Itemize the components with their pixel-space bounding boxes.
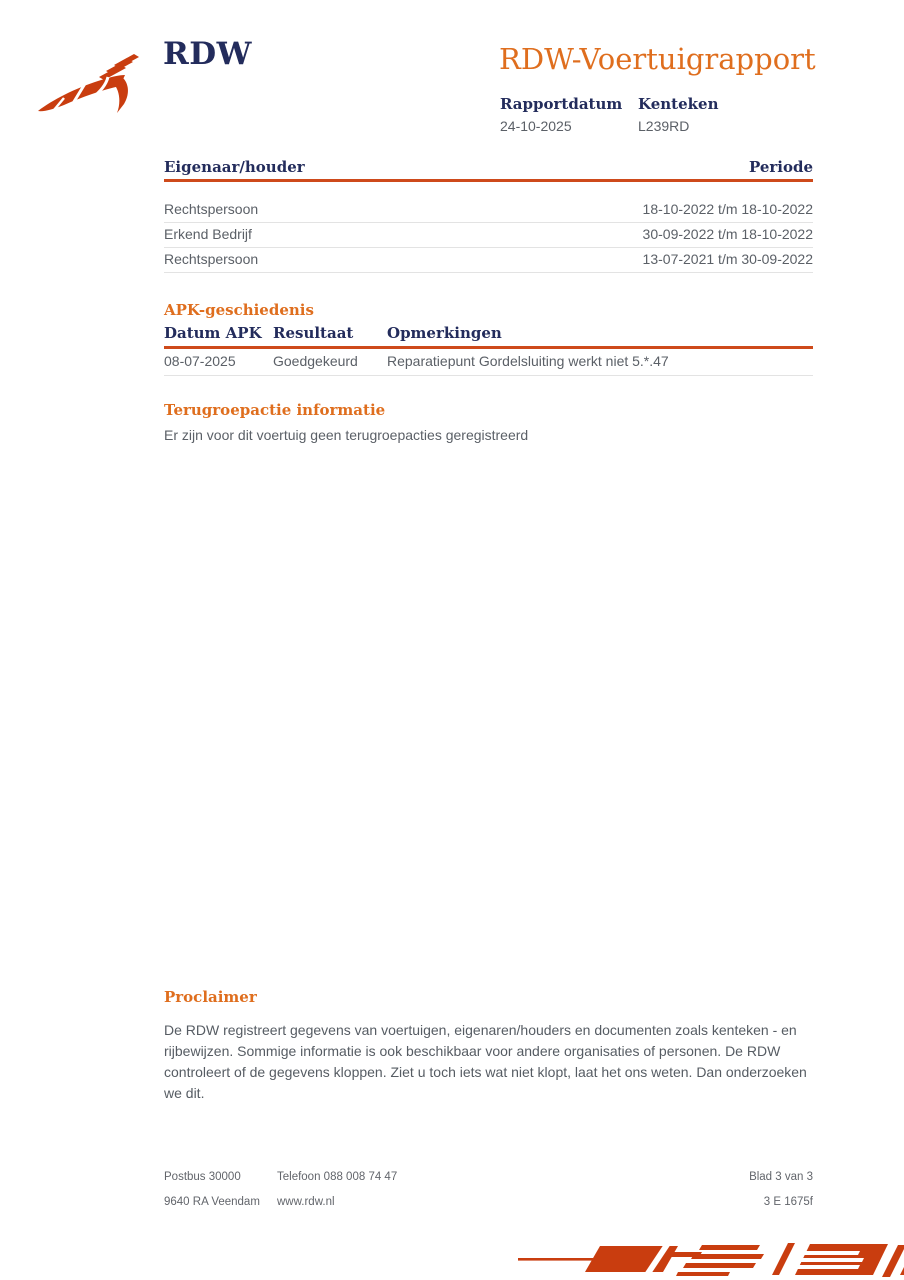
report-date (500, 96, 638, 134)
apk-remarks-column-heading: Opmerkingen (387, 324, 502, 342)
proclaimer-text: De RDW registreert gegevens van voertuigen, eigenaren/houders en documenten zoals kenteken - en rijbewijzen. Sommige informatie is ook beschikbaar voor andere organisaties of personen. De RDW controleert of de gegevens kloppen. Ziet u toch iets wat niet klopt, laat het ons weten. Dan onderzoeken we dit. (164, 1022, 807, 1101)
owner-holder-header (164, 159, 813, 182)
report-date-value: 24-10-2025 (500, 118, 572, 134)
footer-address (164, 1171, 260, 1208)
owner-cell: Erkend Bedrijf (164, 226, 252, 242)
recall-info-text: Er zijn voor dit voertuig geen terugroepacties geregistreerd (164, 427, 529, 443)
apk-history-section (164, 303, 813, 376)
apk-table-header (164, 325, 813, 349)
footer-contact (277, 1171, 397, 1208)
license-plate-label: Kenteken (638, 95, 719, 113)
apk-date-column-heading: Datum APK (164, 324, 262, 342)
rdw-wing-logo-icon (36, 52, 150, 116)
owner-cell: Rechtspersoon (164, 251, 259, 267)
owner-cell: Rechtspersoon (164, 201, 259, 217)
period-cell: 18-10-2022 t/m 18-10-2022 (642, 201, 813, 217)
rdw-logo-text: RDW (163, 36, 252, 72)
footer-website: www.rdw.nl (277, 1196, 335, 1208)
proclaimer-section (164, 990, 819, 1104)
apk-date-cell: 08-07-2025 (164, 353, 236, 369)
period-cell: 30-09-2022 t/m 18-10-2022 (642, 226, 813, 242)
period-column-heading: Periode (748, 158, 813, 176)
footer-page-number: Blad 3 van 3 (749, 1171, 813, 1183)
report-date-label: Rapportdatum (500, 95, 623, 113)
table-row (164, 349, 813, 376)
period-cell: 13-07-2021 t/m 30-09-2022 (642, 251, 813, 267)
owner-column-heading: Eigenaar/houder (164, 158, 305, 176)
footer-phone: Telefoon 088 008 74 47 (277, 1171, 398, 1183)
apk-result-cell: Goedgekeurd (273, 353, 358, 369)
table-row (164, 248, 813, 273)
owner-holder-section (164, 159, 813, 273)
license-plate (638, 96, 718, 134)
footer-page-info (613, 1171, 813, 1208)
report-meta (500, 96, 718, 134)
apk-result-column-heading: Resultaat (273, 324, 354, 342)
document-title: RDW-Voertuigrapport (499, 42, 816, 76)
footer-address-line1: Postbus 30000 (164, 1171, 241, 1183)
apk-history-heading: APK-geschiedenis (164, 301, 314, 319)
proclaimer-heading: Proclaimer (164, 988, 257, 1006)
apk-remarks-cell: Reparatiepunt Gordelsluiting werkt niet 5.*.47 (387, 353, 669, 369)
table-row (164, 223, 813, 248)
rdw-speed-stripes-icon (516, 1239, 904, 1279)
owner-holder-rows (164, 182, 813, 273)
footer-document-code: 3 E 1675f (763, 1196, 813, 1208)
recall-info-section (164, 403, 813, 443)
table-row (164, 198, 813, 223)
footer-address-line2: 9640 RA Veendam (164, 1196, 260, 1208)
recall-info-heading: Terugroepactie informatie (164, 401, 386, 419)
license-plate-value: L239RD (638, 118, 690, 134)
